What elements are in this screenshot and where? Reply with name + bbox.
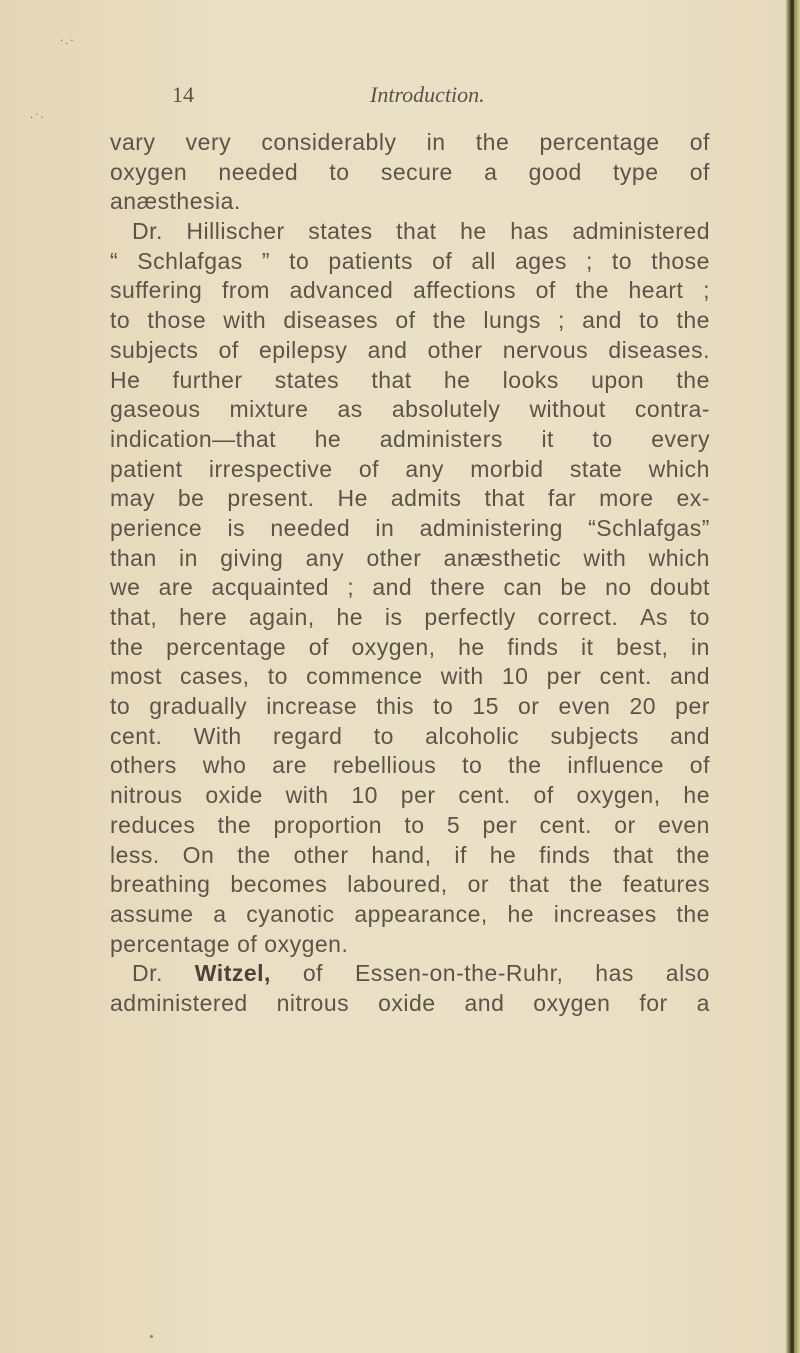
text-line: patient irrespective of any morbid state which bbox=[110, 455, 710, 482]
text-line: we are acquainted ; and there can be no doubt bbox=[110, 574, 710, 601]
text-line: breathing becomes laboured, or that the features bbox=[110, 871, 710, 898]
text-line: indication—that he administers it to every bbox=[110, 425, 710, 452]
text-line: vary very considerably in the percentage of bbox=[110, 129, 710, 155]
text-line: cent. With regard to alcoholic subjects and bbox=[110, 722, 710, 749]
text-line: “ Schlafgas ” to patients of all ages ; to those bbox=[110, 247, 710, 274]
page-speckle-mark: .·. bbox=[30, 110, 46, 121]
page-edge bbox=[786, 0, 800, 1353]
text-line: Dr. Witzel, of Essen-on-the-Ruhr, has also bbox=[132, 960, 710, 987]
text-line: subjects of epilepsy and other nervous diseases. bbox=[110, 336, 710, 363]
page-speckle-mark: ·.· bbox=[60, 36, 76, 47]
text-line: administered nitrous oxide and oxygen for a bbox=[110, 989, 710, 1016]
body-text bbox=[110, 128, 710, 1019]
text-line: less. On the other hand, if he finds that the bbox=[110, 841, 710, 868]
text-line: most cases, to commence with 10 per cent. and bbox=[110, 663, 710, 690]
text-line: oxygen needed to secure a good type of bbox=[110, 158, 710, 185]
text-line: reduces the proportion to 5 per cent. or even bbox=[110, 811, 710, 838]
page-number: 14 bbox=[172, 82, 194, 107]
text-line: the percentage of oxygen, he finds it best, in bbox=[110, 633, 710, 660]
text-line: Dr. Hillischer states that he has administered bbox=[132, 218, 710, 245]
text-line: that, here again, he is perfectly correct. As to bbox=[110, 604, 710, 630]
text-line: others who are rebellious to the influence of bbox=[110, 752, 710, 779]
text-line: nitrous oxide with 10 per cent. of oxygen, he bbox=[110, 782, 710, 809]
text-line: suffering from advanced affections of the heart ; bbox=[110, 277, 710, 304]
text-line: percentage of oxygen. bbox=[110, 930, 349, 957]
page-edge-shadow bbox=[791, 0, 794, 1353]
text-line: anæsthesia. bbox=[110, 188, 241, 215]
running-title: Introduction. bbox=[370, 82, 485, 107]
text-line: than in giving any other anæsthetic with which bbox=[110, 544, 710, 571]
text-line: perience is needed in administering “Schlafgas” bbox=[110, 514, 710, 541]
text-line: He further states that he looks upon the bbox=[110, 366, 710, 393]
text-line: assume a cyanotic appearance, he increases the bbox=[110, 900, 710, 927]
text-line: gaseous mixture as absolutely without contra- bbox=[110, 396, 710, 423]
text-line: to those with diseases of the lungs ; and to the bbox=[110, 307, 710, 334]
text-line: may be present. He admits that far more ex- bbox=[110, 485, 710, 512]
text-line: to gradually increase this to 15 or even 20 per bbox=[110, 693, 710, 720]
page-speck bbox=[150, 1335, 153, 1338]
